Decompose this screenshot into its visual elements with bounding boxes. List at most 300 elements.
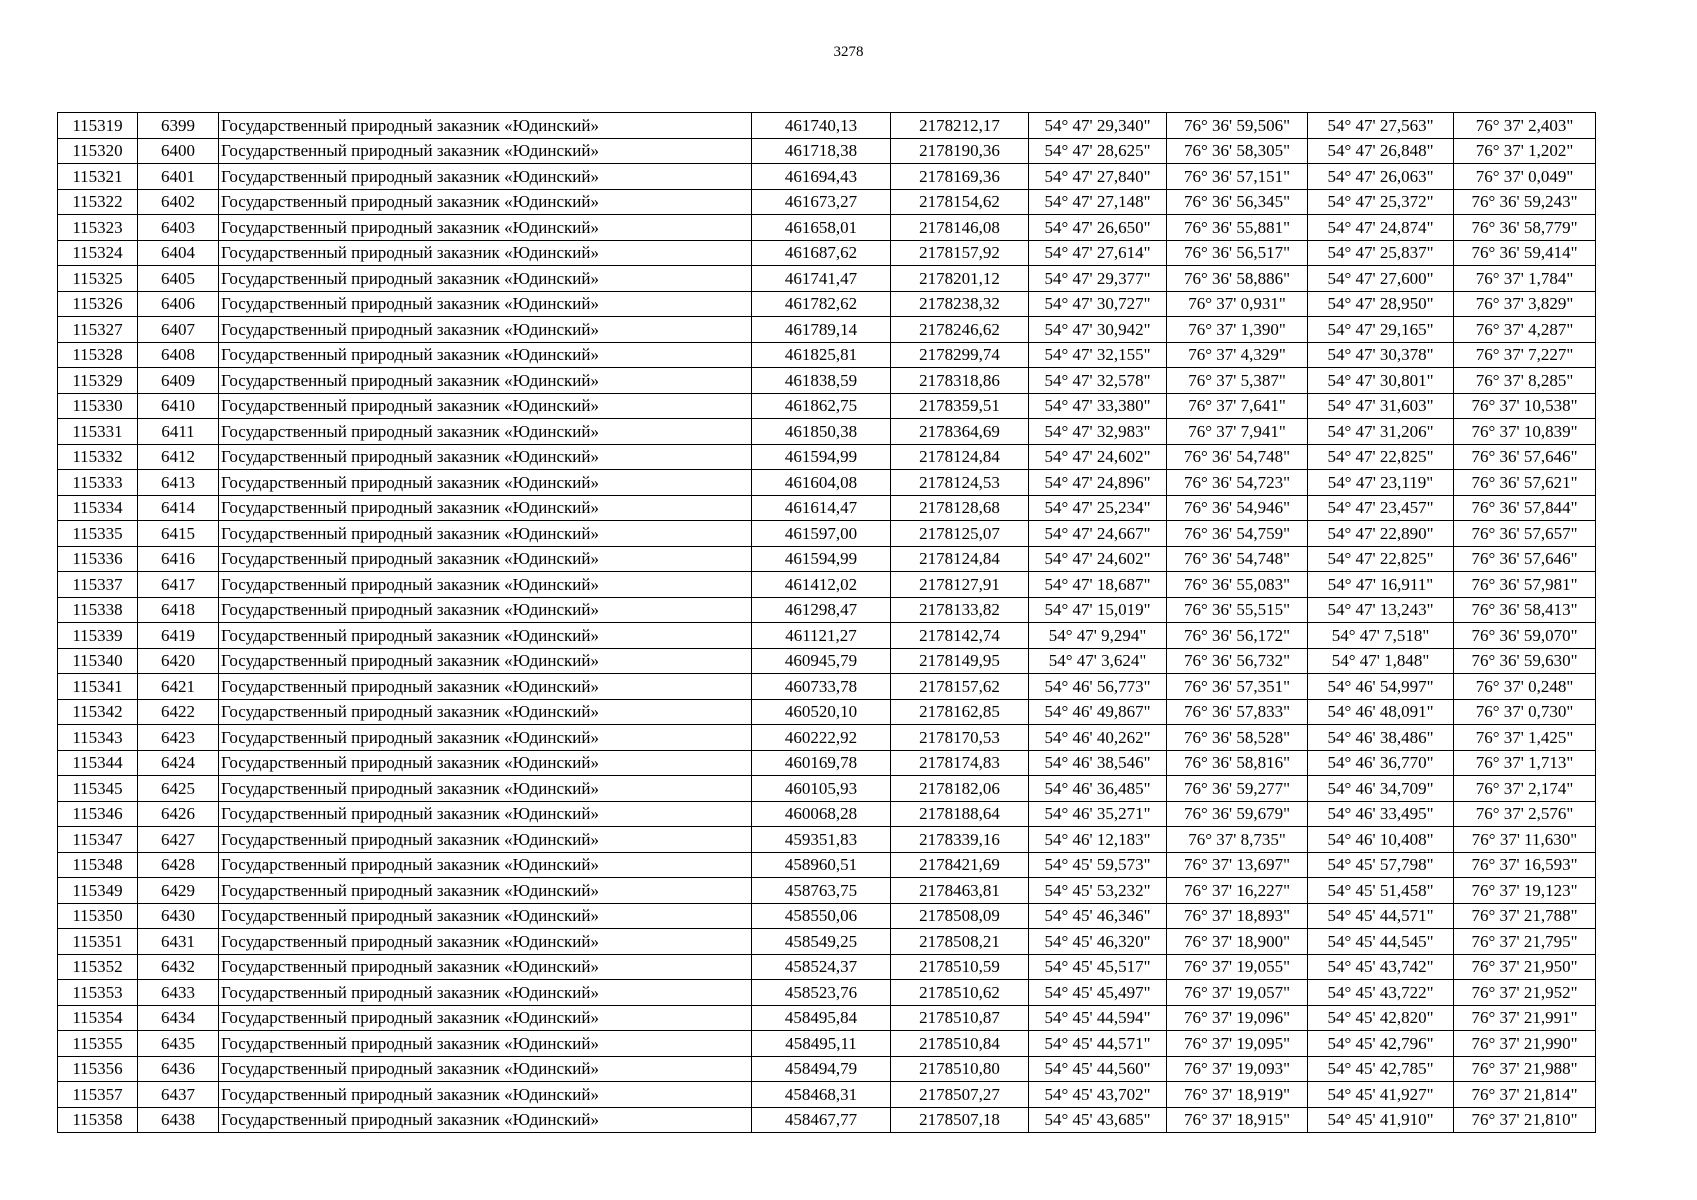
longitude-1-cell: 76° 36' 54,748": [1167, 546, 1308, 572]
latitude-1-cell: 54° 47' 28,625": [1029, 138, 1167, 164]
row-number-cell: 115331: [58, 419, 138, 445]
table-row: [58, 1107, 1596, 1133]
latitude-2-cell: 54° 46' 33,495": [1308, 801, 1454, 827]
longitude-1-cell: 76° 37' 7,641": [1167, 393, 1308, 419]
latitude-1-cell: 54° 47' 29,377": [1029, 266, 1167, 292]
point-number-cell: 6414: [138, 495, 219, 521]
longitude-2-cell: 76° 36' 57,981": [1454, 572, 1596, 598]
coord-y-cell: 2178510,84: [891, 1031, 1029, 1057]
coord-y-cell: 2178157,62: [891, 674, 1029, 700]
longitude-2-cell: 76° 37' 21,814": [1454, 1082, 1596, 1108]
latitude-1-cell: 54° 47' 25,234": [1029, 495, 1167, 521]
coord-y-cell: 2178146,08: [891, 215, 1029, 241]
point-number-cell: 6427: [138, 827, 219, 853]
latitude-1-cell: 54° 46' 35,271": [1029, 801, 1167, 827]
point-number-cell: 6407: [138, 317, 219, 343]
longitude-1-cell: 76° 37' 0,931": [1167, 291, 1308, 317]
row-number-cell: 115337: [58, 572, 138, 598]
table-row: [58, 929, 1596, 955]
longitude-2-cell: 76° 37' 11,630": [1454, 827, 1596, 853]
table-row: [58, 470, 1596, 496]
table-row: [58, 317, 1596, 343]
longitude-1-cell: 76° 37' 19,055": [1167, 954, 1308, 980]
latitude-2-cell: 54° 46' 36,770": [1308, 750, 1454, 776]
latitude-2-cell: 54° 47' 23,119": [1308, 470, 1454, 496]
row-number-cell: 115330: [58, 393, 138, 419]
latitude-2-cell: 54° 45' 43,742": [1308, 954, 1454, 980]
point-number-cell: 6408: [138, 342, 219, 368]
coord-y-cell: 2178507,27: [891, 1082, 1029, 1108]
latitude-2-cell: 54° 46' 34,709": [1308, 776, 1454, 802]
coord-x-cell: 460733,78: [752, 674, 891, 700]
coord-y-cell: 2178339,16: [891, 827, 1029, 853]
longitude-1-cell: 76° 36' 59,277": [1167, 776, 1308, 802]
latitude-2-cell: 54° 47' 25,837": [1308, 240, 1454, 266]
territory-name-cell: Государственный природный заказник «Юдинский»: [219, 546, 752, 572]
row-number-cell: 115324: [58, 240, 138, 266]
coord-y-cell: 2178510,87: [891, 1005, 1029, 1031]
row-number-cell: 115344: [58, 750, 138, 776]
coord-y-cell: 2178142,74: [891, 623, 1029, 649]
latitude-2-cell: 54° 47' 22,890": [1308, 521, 1454, 547]
table-row: [58, 266, 1596, 292]
coord-x-cell: 461597,00: [752, 521, 891, 547]
longitude-1-cell: 76° 37' 1,390": [1167, 317, 1308, 343]
row-number-cell: 115343: [58, 725, 138, 751]
latitude-1-cell: 54° 46' 36,485": [1029, 776, 1167, 802]
coord-y-cell: 2178133,82: [891, 597, 1029, 623]
table-row: [58, 240, 1596, 266]
coord-x-cell: 461694,43: [752, 164, 891, 190]
row-number-cell: 115341: [58, 674, 138, 700]
coord-y-cell: 2178124,84: [891, 546, 1029, 572]
coord-y-cell: 2178359,51: [891, 393, 1029, 419]
latitude-1-cell: 54° 47' 30,942": [1029, 317, 1167, 343]
latitude-1-cell: 54° 47' 24,602": [1029, 546, 1167, 572]
territory-name-cell: Государственный природный заказник «Юдинский»: [219, 878, 752, 904]
table-row: [58, 138, 1596, 164]
latitude-2-cell: 54° 45' 57,798": [1308, 852, 1454, 878]
latitude-2-cell: 54° 47' 31,206": [1308, 419, 1454, 445]
territory-name-cell: Государственный природный заказник «Юдинский»: [219, 623, 752, 649]
row-number-cell: 115322: [58, 189, 138, 215]
longitude-2-cell: 76° 37' 1,202": [1454, 138, 1596, 164]
territory-name-cell: Государственный природный заказник «Юдинский»: [219, 444, 752, 470]
row-number-cell: 115325: [58, 266, 138, 292]
longitude-2-cell: 76° 36' 59,414": [1454, 240, 1596, 266]
longitude-1-cell: 76° 37' 19,095": [1167, 1031, 1308, 1057]
table-row: [58, 750, 1596, 776]
latitude-1-cell: 54° 45' 44,594": [1029, 1005, 1167, 1031]
longitude-1-cell: 76° 37' 7,941": [1167, 419, 1308, 445]
longitude-1-cell: 76° 37' 18,919": [1167, 1082, 1308, 1108]
territory-name-cell: Государственный природный заказник «Юдинский»: [219, 470, 752, 496]
row-number-cell: 115357: [58, 1082, 138, 1108]
longitude-2-cell: 76° 37' 2,403": [1454, 113, 1596, 139]
latitude-2-cell: 54° 47' 30,801": [1308, 368, 1454, 394]
point-number-cell: 6418: [138, 597, 219, 623]
territory-name-cell: Государственный природный заказник «Юдинский»: [219, 215, 752, 241]
coord-y-cell: 2178201,12: [891, 266, 1029, 292]
row-number-cell: 115320: [58, 138, 138, 164]
point-number-cell: 6424: [138, 750, 219, 776]
coord-y-cell: 2178238,32: [891, 291, 1029, 317]
latitude-2-cell: 54° 45' 42,820": [1308, 1005, 1454, 1031]
latitude-1-cell: 54° 45' 44,560": [1029, 1056, 1167, 1082]
point-number-cell: 6409: [138, 368, 219, 394]
coord-y-cell: 2178127,91: [891, 572, 1029, 598]
row-number-cell: 115345: [58, 776, 138, 802]
territory-name-cell: Государственный природный заказник «Юдинский»: [219, 1082, 752, 1108]
latitude-2-cell: 54° 47' 28,950": [1308, 291, 1454, 317]
longitude-1-cell: 76° 37' 18,893": [1167, 903, 1308, 929]
territory-name-cell: Государственный природный заказник «Юдинский»: [219, 674, 752, 700]
longitude-2-cell: 76° 37' 21,990": [1454, 1031, 1596, 1057]
coord-x-cell: 458763,75: [752, 878, 891, 904]
territory-name-cell: Государственный природный заказник «Юдинский»: [219, 1031, 752, 1057]
longitude-1-cell: 76° 36' 54,723": [1167, 470, 1308, 496]
row-number-cell: 115321: [58, 164, 138, 190]
longitude-2-cell: 76° 37' 7,227": [1454, 342, 1596, 368]
latitude-2-cell: 54° 47' 13,243": [1308, 597, 1454, 623]
point-number-cell: 6429: [138, 878, 219, 904]
point-number-cell: 6405: [138, 266, 219, 292]
latitude-1-cell: 54° 47' 26,650": [1029, 215, 1167, 241]
coord-x-cell: 460520,10: [752, 699, 891, 725]
coord-x-cell: 458495,84: [752, 1005, 891, 1031]
longitude-2-cell: 76° 37' 21,788": [1454, 903, 1596, 929]
territory-name-cell: Государственный природный заказник «Юдинский»: [219, 419, 752, 445]
coord-y-cell: 2178507,18: [891, 1107, 1029, 1133]
table-row: [58, 495, 1596, 521]
longitude-2-cell: 76° 37' 21,952": [1454, 980, 1596, 1006]
coord-x-cell: 460169,78: [752, 750, 891, 776]
latitude-2-cell: 54° 47' 7,518": [1308, 623, 1454, 649]
territory-name-cell: Государственный природный заказник «Юдинский»: [219, 164, 752, 190]
longitude-2-cell: 76° 37' 8,285": [1454, 368, 1596, 394]
table-row: [58, 215, 1596, 241]
coord-x-cell: 458550,06: [752, 903, 891, 929]
coord-x-cell: 461412,02: [752, 572, 891, 598]
table-row: [58, 1082, 1596, 1108]
latitude-2-cell: 54° 45' 44,571": [1308, 903, 1454, 929]
coord-y-cell: 2178170,53: [891, 725, 1029, 751]
longitude-1-cell: 76° 36' 58,528": [1167, 725, 1308, 751]
coord-x-cell: 461741,47: [752, 266, 891, 292]
latitude-1-cell: 54° 47' 32,983": [1029, 419, 1167, 445]
latitude-2-cell: 54° 47' 30,378": [1308, 342, 1454, 368]
latitude-1-cell: 54° 46' 40,262": [1029, 725, 1167, 751]
table-row: [58, 342, 1596, 368]
coord-y-cell: 2178299,74: [891, 342, 1029, 368]
coordinates-table: [57, 112, 1596, 1133]
table-row: [58, 393, 1596, 419]
coord-y-cell: 2178510,80: [891, 1056, 1029, 1082]
table-row: [58, 444, 1596, 470]
territory-name-cell: Государственный природный заказник «Юдинский»: [219, 240, 752, 266]
table-row: [58, 674, 1596, 700]
point-number-cell: 6425: [138, 776, 219, 802]
coord-y-cell: 2178188,64: [891, 801, 1029, 827]
latitude-2-cell: 54° 47' 24,874": [1308, 215, 1454, 241]
longitude-2-cell: 76° 37' 1,784": [1454, 266, 1596, 292]
point-number-cell: 6412: [138, 444, 219, 470]
latitude-1-cell: 54° 47' 33,380": [1029, 393, 1167, 419]
point-number-cell: 6402: [138, 189, 219, 215]
longitude-1-cell: 76° 36' 57,351": [1167, 674, 1308, 700]
point-number-cell: 6399: [138, 113, 219, 139]
row-number-cell: 115339: [58, 623, 138, 649]
coord-x-cell: 461658,01: [752, 215, 891, 241]
point-number-cell: 6420: [138, 648, 219, 674]
latitude-2-cell: 54° 45' 51,458": [1308, 878, 1454, 904]
territory-name-cell: Государственный природный заказник «Юдинский»: [219, 903, 752, 929]
latitude-2-cell: 54° 46' 48,091": [1308, 699, 1454, 725]
latitude-1-cell: 54° 47' 32,155": [1029, 342, 1167, 368]
territory-name-cell: Государственный природный заказник «Юдинский»: [219, 266, 752, 292]
point-number-cell: 6436: [138, 1056, 219, 1082]
coord-y-cell: 2178510,59: [891, 954, 1029, 980]
longitude-1-cell: 76° 37' 19,096": [1167, 1005, 1308, 1031]
point-number-cell: 6404: [138, 240, 219, 266]
table-row: [58, 1031, 1596, 1057]
territory-name-cell: Государственный природный заказник «Юдинский»: [219, 1005, 752, 1031]
territory-name-cell: Государственный природный заказник «Юдинский»: [219, 929, 752, 955]
latitude-1-cell: 54° 47' 3,624": [1029, 648, 1167, 674]
point-number-cell: 6430: [138, 903, 219, 929]
coord-x-cell: 461740,13: [752, 113, 891, 139]
coord-x-cell: 461604,08: [752, 470, 891, 496]
table-row: [58, 597, 1596, 623]
longitude-2-cell: 76° 37' 1,425": [1454, 725, 1596, 751]
page-number: 3278: [833, 44, 864, 60]
row-number-cell: 115338: [58, 597, 138, 623]
coord-x-cell: 458494,79: [752, 1056, 891, 1082]
longitude-1-cell: 76° 36' 55,083": [1167, 572, 1308, 598]
longitude-1-cell: 76° 37' 16,227": [1167, 878, 1308, 904]
coord-y-cell: 2178190,36: [891, 138, 1029, 164]
coord-y-cell: 2178318,86: [891, 368, 1029, 394]
territory-name-cell: Государственный природный заказник «Юдинский»: [219, 776, 752, 802]
latitude-1-cell: 54° 45' 45,497": [1029, 980, 1167, 1006]
territory-name-cell: Государственный природный заказник «Юдинский»: [219, 1056, 752, 1082]
longitude-2-cell: 76° 37' 0,248": [1454, 674, 1596, 700]
table-row: [58, 1005, 1596, 1031]
point-number-cell: 6422: [138, 699, 219, 725]
row-number-cell: 115319: [58, 113, 138, 139]
longitude-1-cell: 76° 36' 55,515": [1167, 597, 1308, 623]
table-row: [58, 546, 1596, 572]
latitude-1-cell: 54° 46' 38,546": [1029, 750, 1167, 776]
coord-x-cell: 461789,14: [752, 317, 891, 343]
longitude-1-cell: 76° 37' 8,735": [1167, 827, 1308, 853]
point-number-cell: 6432: [138, 954, 219, 980]
latitude-2-cell: 54° 47' 29,165": [1308, 317, 1454, 343]
coord-x-cell: 461298,47: [752, 597, 891, 623]
latitude-2-cell: 54° 47' 22,825": [1308, 546, 1454, 572]
coord-y-cell: 2178125,07: [891, 521, 1029, 547]
longitude-1-cell: 76° 37' 19,057": [1167, 980, 1308, 1006]
coord-y-cell: 2178124,84: [891, 444, 1029, 470]
coord-y-cell: 2178510,62: [891, 980, 1029, 1006]
point-number-cell: 6416: [138, 546, 219, 572]
latitude-2-cell: 54° 45' 41,927": [1308, 1082, 1454, 1108]
coord-y-cell: 2178162,85: [891, 699, 1029, 725]
point-number-cell: 6433: [138, 980, 219, 1006]
latitude-1-cell: 54° 47' 27,148": [1029, 189, 1167, 215]
longitude-2-cell: 76° 37' 2,576": [1454, 801, 1596, 827]
table-row: [58, 954, 1596, 980]
latitude-2-cell: 54° 47' 25,372": [1308, 189, 1454, 215]
coord-x-cell: 461614,47: [752, 495, 891, 521]
coord-y-cell: 2178246,62: [891, 317, 1029, 343]
coord-x-cell: 461718,38: [752, 138, 891, 164]
coord-y-cell: 2178508,09: [891, 903, 1029, 929]
table-body: [58, 113, 1596, 1133]
table-row: [58, 725, 1596, 751]
longitude-1-cell: 76° 36' 58,886": [1167, 266, 1308, 292]
point-number-cell: 6426: [138, 801, 219, 827]
territory-name-cell: Государственный природный заказник «Юдинский»: [219, 291, 752, 317]
longitude-2-cell: 76° 37' 10,538": [1454, 393, 1596, 419]
row-number-cell: 115335: [58, 521, 138, 547]
longitude-2-cell: 76° 37' 19,123": [1454, 878, 1596, 904]
coord-x-cell: 458467,77: [752, 1107, 891, 1133]
coord-y-cell: 2178182,06: [891, 776, 1029, 802]
territory-name-cell: Государственный природный заказник «Юдинский»: [219, 368, 752, 394]
point-number-cell: 6410: [138, 393, 219, 419]
row-number-cell: 115333: [58, 470, 138, 496]
table-row: [58, 623, 1596, 649]
row-number-cell: 115351: [58, 929, 138, 955]
point-number-cell: 6411: [138, 419, 219, 445]
row-number-cell: 115353: [58, 980, 138, 1006]
latitude-1-cell: 54° 46' 56,773": [1029, 674, 1167, 700]
point-number-cell: 6428: [138, 852, 219, 878]
longitude-2-cell: 76° 37' 21,988": [1454, 1056, 1596, 1082]
coord-x-cell: 461594,99: [752, 546, 891, 572]
coord-y-cell: 2178463,81: [891, 878, 1029, 904]
row-number-cell: 115326: [58, 291, 138, 317]
table-row: [58, 776, 1596, 802]
point-number-cell: 6400: [138, 138, 219, 164]
row-number-cell: 115349: [58, 878, 138, 904]
latitude-2-cell: 54° 47' 27,563": [1308, 113, 1454, 139]
longitude-1-cell: 76° 37' 19,093": [1167, 1056, 1308, 1082]
table-row: [58, 572, 1596, 598]
table-row: [58, 980, 1596, 1006]
table-row: [58, 699, 1596, 725]
row-number-cell: 115328: [58, 342, 138, 368]
territory-name-cell: Государственный природный заказник «Юдинский»: [219, 189, 752, 215]
longitude-2-cell: 76° 37' 1,713": [1454, 750, 1596, 776]
coord-y-cell: 2178364,69: [891, 419, 1029, 445]
latitude-1-cell: 54° 46' 49,867": [1029, 699, 1167, 725]
longitude-1-cell: 76° 36' 57,833": [1167, 699, 1308, 725]
latitude-2-cell: 54° 45' 44,545": [1308, 929, 1454, 955]
row-number-cell: 115340: [58, 648, 138, 674]
latitude-1-cell: 54° 45' 46,346": [1029, 903, 1167, 929]
coord-x-cell: 460068,28: [752, 801, 891, 827]
territory-name-cell: Государственный природный заказник «Юдинский»: [219, 393, 752, 419]
latitude-2-cell: 54° 45' 42,796": [1308, 1031, 1454, 1057]
territory-name-cell: Государственный природный заказник «Юдинский»: [219, 113, 752, 139]
longitude-1-cell: 76° 37' 4,329": [1167, 342, 1308, 368]
longitude-1-cell: 76° 36' 56,732": [1167, 648, 1308, 674]
latitude-1-cell: 54° 47' 9,294": [1029, 623, 1167, 649]
longitude-2-cell: 76° 36' 57,657": [1454, 521, 1596, 547]
latitude-2-cell: 54° 45' 43,722": [1308, 980, 1454, 1006]
coord-y-cell: 2178508,21: [891, 929, 1029, 955]
point-number-cell: 6423: [138, 725, 219, 751]
row-number-cell: 115348: [58, 852, 138, 878]
territory-name-cell: Государственный природный заказник «Юдинский»: [219, 980, 752, 1006]
point-number-cell: 6437: [138, 1082, 219, 1108]
table-row: [58, 113, 1596, 139]
longitude-2-cell: 76° 36' 57,646": [1454, 444, 1596, 470]
latitude-1-cell: 54° 47' 24,602": [1029, 444, 1167, 470]
longitude-1-cell: 76° 36' 54,759": [1167, 521, 1308, 547]
table-row: [58, 419, 1596, 445]
latitude-2-cell: 54° 46' 38,486": [1308, 725, 1454, 751]
point-number-cell: 6406: [138, 291, 219, 317]
coord-x-cell: 461782,62: [752, 291, 891, 317]
longitude-2-cell: 76° 36' 57,844": [1454, 495, 1596, 521]
table-row: [58, 1056, 1596, 1082]
territory-name-cell: Государственный природный заказник «Юдинский»: [219, 801, 752, 827]
latitude-1-cell: 54° 47' 29,340": [1029, 113, 1167, 139]
longitude-1-cell: 76° 36' 55,881": [1167, 215, 1308, 241]
row-number-cell: 115352: [58, 954, 138, 980]
latitude-2-cell: 54° 45' 42,785": [1308, 1056, 1454, 1082]
row-number-cell: 115358: [58, 1107, 138, 1133]
row-number-cell: 115327: [58, 317, 138, 343]
latitude-1-cell: 54° 45' 45,517": [1029, 954, 1167, 980]
coord-x-cell: 461862,75: [752, 393, 891, 419]
point-number-cell: 6403: [138, 215, 219, 241]
table-row: [58, 852, 1596, 878]
point-number-cell: 6435: [138, 1031, 219, 1057]
coord-x-cell: 458524,37: [752, 954, 891, 980]
longitude-1-cell: 76° 37' 18,900": [1167, 929, 1308, 955]
coord-x-cell: 460105,93: [752, 776, 891, 802]
longitude-2-cell: 76° 37' 10,839": [1454, 419, 1596, 445]
coord-y-cell: 2178157,92: [891, 240, 1029, 266]
latitude-1-cell: 54° 45' 46,320": [1029, 929, 1167, 955]
point-number-cell: 6413: [138, 470, 219, 496]
table-row: [58, 164, 1596, 190]
point-number-cell: 6415: [138, 521, 219, 547]
longitude-1-cell: 76° 36' 54,748": [1167, 444, 1308, 470]
latitude-1-cell: 54° 47' 32,578": [1029, 368, 1167, 394]
longitude-2-cell: 76° 36' 59,630": [1454, 648, 1596, 674]
territory-name-cell: Государственный природный заказник «Юдинский»: [219, 699, 752, 725]
territory-name-cell: Государственный природный заказник «Юдинский»: [219, 852, 752, 878]
longitude-2-cell: 76° 36' 58,413": [1454, 597, 1596, 623]
latitude-1-cell: 54° 45' 44,571": [1029, 1031, 1167, 1057]
latitude-1-cell: 54° 47' 27,840": [1029, 164, 1167, 190]
coord-x-cell: 460945,79: [752, 648, 891, 674]
row-number-cell: 115354: [58, 1005, 138, 1031]
row-number-cell: 115336: [58, 546, 138, 572]
longitude-1-cell: 76° 36' 58,305": [1167, 138, 1308, 164]
coord-x-cell: 461838,59: [752, 368, 891, 394]
point-number-cell: 6401: [138, 164, 219, 190]
longitude-1-cell: 76° 36' 56,345": [1167, 189, 1308, 215]
row-number-cell: 115346: [58, 801, 138, 827]
longitude-2-cell: 76° 37' 16,593": [1454, 852, 1596, 878]
row-number-cell: 115329: [58, 368, 138, 394]
